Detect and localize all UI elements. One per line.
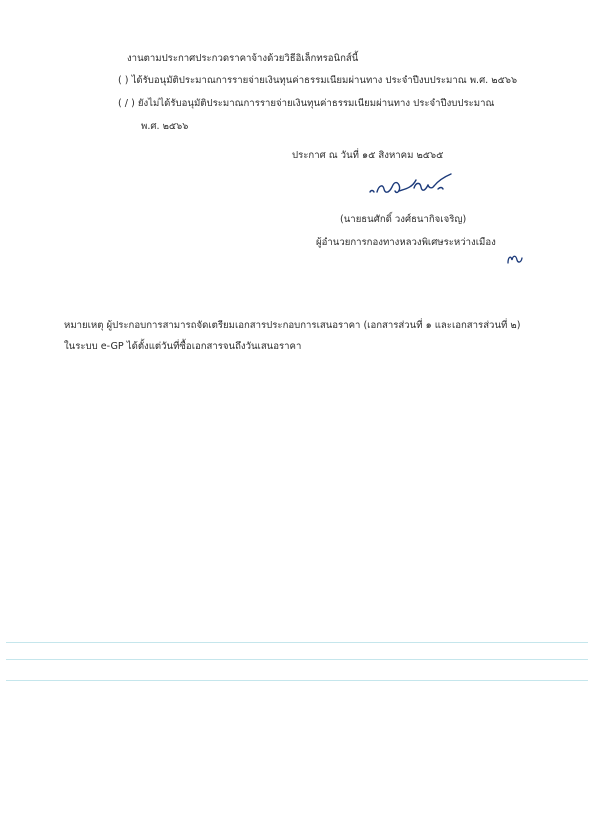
initials-mark (506, 252, 524, 266)
text-line-approved-option: ( ) ได้รับอนุมัติประมาณการรายจ่ายเงินทุนค่าธรรมเนียมผ่านทาง ประจำปีงบประมาณ พ.ศ. ๒๕๖๖ (118, 75, 518, 86)
remark-line-2: ในระบบ e-GP ได้ตั้งแต่วันที่ซื้อเอกสารจนถึงวันเสนอราคา (64, 341, 302, 352)
text-line-method: งานตามประกาศประกวดราคาจ้างด้วยวิธีอิเล็กทรอนิกส์นี้ (127, 53, 359, 64)
remark-line-1: หมายเหตุ ผู้ประกอบการสามารถจัดเตรียมเอกสารประกอบการเสนอราคา (เอกสารส่วนที่ ๑ และเอกสารส่วนที่ ๒) (64, 320, 521, 331)
announcement-date: ประกาศ ณ วันที่ ๑๕ สิงหาคม ๒๕๖๕ (292, 150, 444, 161)
signature-image (368, 170, 463, 198)
text-line-not-approved-option: ( / ) ยังไม่ได้รับอนุมัติประมาณการรายจ่ายเงินทุนค่าธรรมเนียมผ่านทาง ประจำปีงบประมาณ (118, 98, 495, 109)
scan-line-1 (6, 642, 588, 643)
text-line-year: พ.ศ. ๒๕๖๖ (141, 121, 189, 132)
scan-line-2 (6, 659, 588, 660)
signer-name: (นายธนศักดิ์ วงศ์ธนากิจเจริญ) (340, 214, 467, 225)
signer-title: ผู้อำนวยการกองทางหลวงพิเศษระหว่างเมือง (316, 237, 496, 248)
scan-line-3 (6, 680, 588, 681)
